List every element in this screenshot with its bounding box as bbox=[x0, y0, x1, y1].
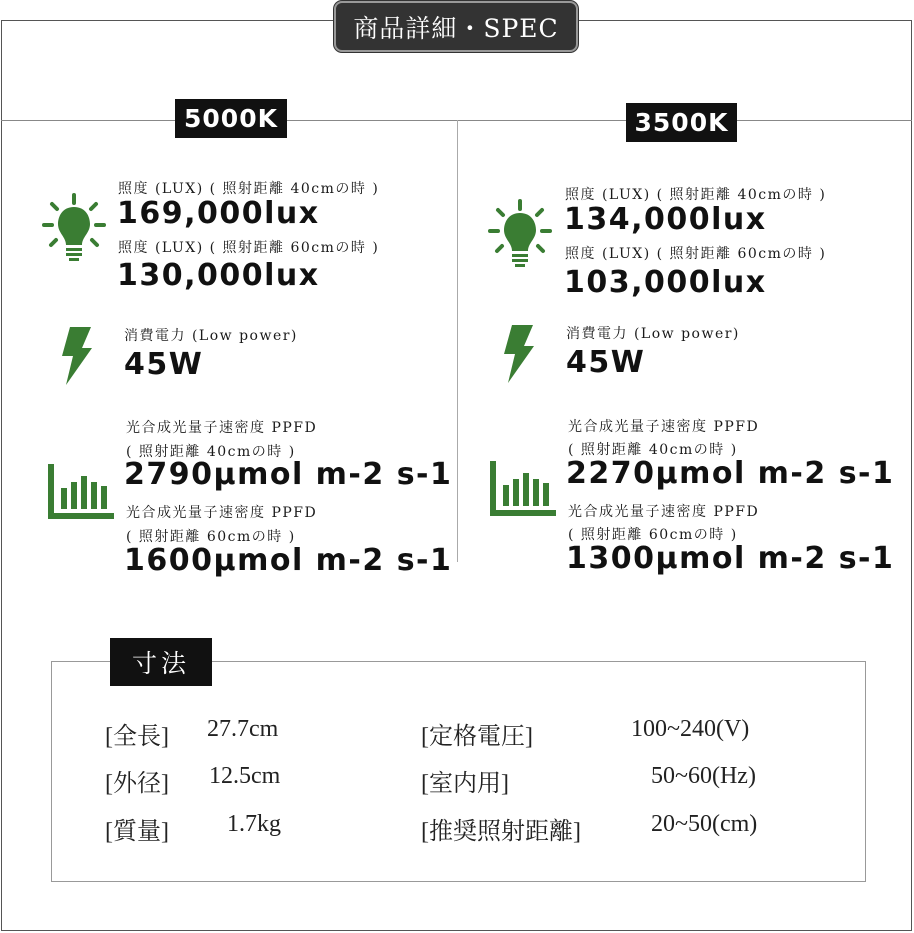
ppfd-sub-60cm: ( 照射距離 60cmの時 ) bbox=[568, 527, 738, 543]
power-value: 45W bbox=[566, 345, 646, 380]
temp-tag-5000k: 5000K bbox=[175, 99, 287, 138]
ppfd-label-40cm: 光合成光量子速密度 PPFD bbox=[568, 419, 760, 435]
dim-label-indoor: [室内用] bbox=[421, 771, 509, 797]
ppfd-value-40cm: 2270μmol m-2 s-1 bbox=[566, 456, 895, 491]
lux-label-60cm: 照度 (LUX) ( 照射距離 60cmの時 ) bbox=[565, 246, 827, 262]
lux-value-40cm: 134,000lux bbox=[564, 202, 767, 237]
ppfd-sub-40cm: ( 照射距離 40cmの時 ) bbox=[126, 444, 296, 460]
dim-value-weight: 1.7kg bbox=[227, 811, 281, 837]
temp-tag-3500k: 3500K bbox=[626, 103, 737, 142]
power-label: 消費電力 (Low power) bbox=[566, 326, 740, 342]
dim-value-voltage: 100~240(V) bbox=[631, 716, 750, 742]
lux-label-40cm: 照度 (LUX) ( 照射距離 40cmの時 ) bbox=[118, 181, 380, 197]
dim-label-weight: [質量] bbox=[105, 819, 169, 845]
ppfd-value-60cm: 1600μmol m-2 s-1 bbox=[124, 543, 453, 578]
power-value: 45W bbox=[124, 347, 204, 382]
dimensions-title: 寸法 bbox=[110, 638, 212, 686]
lightning-bolt-icon bbox=[58, 326, 94, 386]
ppfd-value-60cm: 1300μmol m-2 s-1 bbox=[566, 541, 895, 576]
dim-value-diameter: 12.5cm bbox=[209, 763, 281, 789]
lightbulb-icon bbox=[488, 199, 552, 273]
ppfd-value-40cm: 2790μmol m-2 s-1 bbox=[124, 457, 453, 492]
lux-label-40cm: 照度 (LUX) ( 照射距離 40cmの時 ) bbox=[565, 187, 827, 203]
ppfd-label-60cm: 光合成光量子速密度 PPFD bbox=[568, 504, 760, 520]
dim-value-length: 27.7cm bbox=[207, 716, 279, 742]
dim-label-length: [全長] bbox=[105, 724, 169, 750]
ppfd-sub-60cm: ( 照射距離 60cmの時 ) bbox=[126, 529, 296, 545]
ppfd-sub-40cm: ( 照射距離 40cmの時 ) bbox=[568, 442, 738, 458]
dim-value-distance: 20~50(cm) bbox=[651, 811, 758, 837]
lux-value-40cm: 169,000lux bbox=[117, 196, 320, 231]
lux-value-60cm: 130,000lux bbox=[117, 258, 320, 293]
lux-value-60cm: 103,000lux bbox=[564, 265, 767, 300]
ppfd-label-40cm: 光合成光量子速密度 PPFD bbox=[126, 420, 318, 436]
dim-label-distance: [推奨照射距離] bbox=[421, 819, 581, 845]
divider-vertical bbox=[457, 120, 458, 562]
spec-header-badge: 商品詳細・SPEC bbox=[334, 1, 578, 52]
lux-label-60cm: 照度 (LUX) ( 照射距離 60cmの時 ) bbox=[118, 240, 380, 256]
ppfd-label-60cm: 光合成光量子速密度 PPFD bbox=[126, 505, 318, 521]
dim-value-indoor: 50~60(Hz) bbox=[651, 763, 756, 789]
lightbulb-icon bbox=[42, 193, 106, 267]
lightning-bolt-icon bbox=[500, 324, 536, 384]
dim-label-diameter: [外径] bbox=[105, 771, 169, 797]
bar-chart-icon bbox=[48, 464, 114, 519]
dim-label-voltage: [定格電圧] bbox=[421, 724, 533, 750]
bar-chart-icon bbox=[490, 461, 556, 516]
power-label: 消費電力 (Low power) bbox=[124, 328, 298, 344]
